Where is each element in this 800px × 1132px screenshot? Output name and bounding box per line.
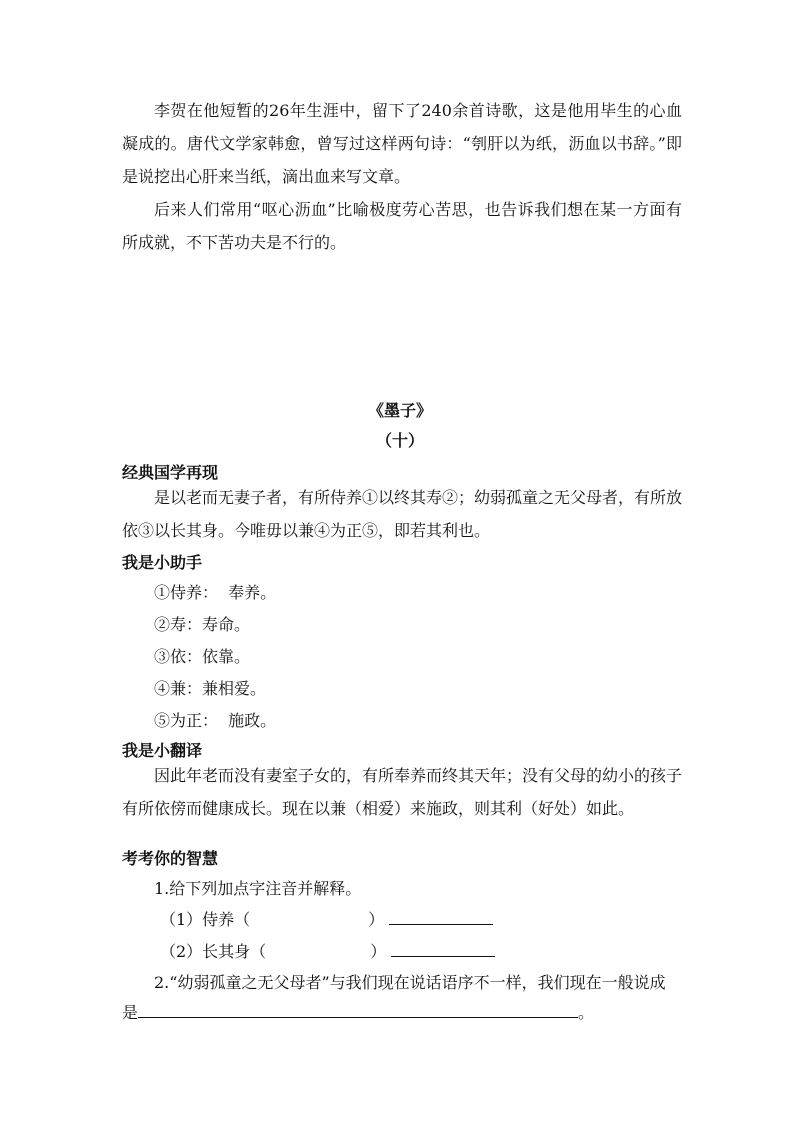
- section-subtitle: （十）: [375, 431, 424, 450]
- question-1b-label: （2）长其身（: [160, 942, 267, 961]
- question-1a-label: （1）侍养（: [160, 910, 251, 929]
- note-item: ②寿：寿命。: [154, 615, 251, 634]
- section-title: 《墨子》: [367, 401, 432, 420]
- question-2-answer-line: [122, 1000, 594, 1023]
- answer-blank-1a[interactable]: [389, 923, 493, 925]
- question-1: 1.给下列加点字注音并解释。: [154, 879, 362, 898]
- intro-paragraph-2: 后来人们常用“呕心沥血”比喻极度劳心苦思，也告诉我们想在某一方面有所成就，不下苦功夫是不行的。: [122, 200, 682, 252]
- question-1a-close: ）: [368, 910, 385, 929]
- question-1b-close: ）: [370, 942, 387, 961]
- classic-heading: 经典国学再现: [122, 463, 219, 482]
- translate-text: 因此年老而没有妻室子女的，有所奉养而终其天年；没有父母的幼小的孩子有所依傍而健康成长。现在以兼（相爱）来施政，则其利（好处）如此。: [122, 766, 683, 818]
- question-2-suffix: 。: [578, 1003, 595, 1022]
- intro-paragraph-1: 李贺在他短暂的26年生涯中，留下了240余首诗歌，这是他用毕生的心血凝成的。唐代文学家韩愈，曾写过这样两句诗：“刳肝以为纸，沥血以书辞。”即是说挖出心肝来当纸，滴出血来写文章。: [122, 101, 682, 186]
- helper-heading: 我是小助手: [122, 553, 203, 572]
- question-1a: [160, 907, 493, 930]
- note-item: ①侍养： 奉养。: [154, 583, 277, 602]
- quiz-heading: 考考你的智慧: [122, 849, 219, 868]
- note-item: ④兼：兼相爱。: [154, 679, 267, 698]
- translate-heading: 我是小翻译: [122, 741, 203, 760]
- classic-text: 是以老而无妻子者，有所侍养①以终其寿②；幼弱孤童之无父母者，有所放依③以长其身。今唯毋以兼④为正⑤，即若其利也。: [122, 488, 683, 540]
- question-2-prefix: 是: [122, 1003, 139, 1022]
- note-item: ③依：依靠。: [154, 647, 251, 666]
- answer-blank-1b[interactable]: [391, 955, 495, 957]
- answer-blank-2[interactable]: [138, 1016, 578, 1018]
- question-2: 2.“幼弱孤童之无父母者”与我们现在说话语序不一样，我们现在一般说成: [154, 973, 666, 992]
- note-item: ⑤为正： 施政。: [154, 711, 277, 730]
- question-1b: [160, 939, 495, 962]
